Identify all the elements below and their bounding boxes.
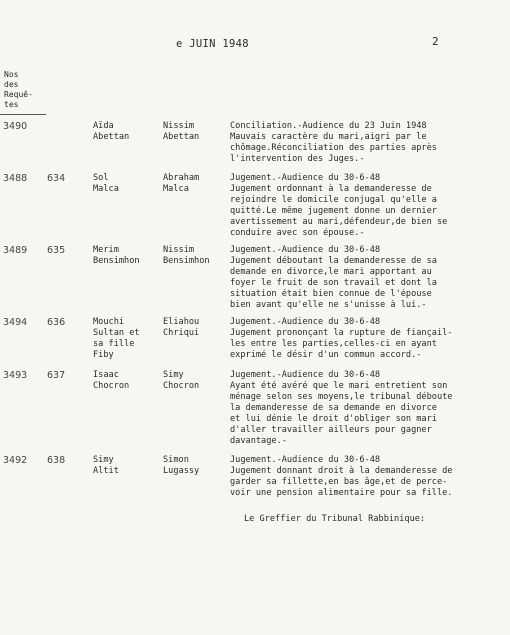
request-number: 3494 bbox=[3, 317, 28, 328]
judgment-number: 637 bbox=[47, 370, 66, 381]
request-number: 3492 bbox=[3, 455, 28, 466]
column-header-line: des bbox=[4, 80, 19, 89]
respondent-name: Simon Lugassy bbox=[163, 455, 200, 476]
case-summary: Jugement.-Audience du 30-6-48 Jugement donnant droit à la demanderesse de garder sa fillette,en bas âge,et de perce- voir une pension alimentaire pour sa fille. bbox=[230, 455, 453, 498]
header-divider bbox=[0, 114, 46, 115]
judgment-number: 636 bbox=[47, 317, 66, 328]
document-date: e JUIN 1948 bbox=[176, 38, 249, 50]
request-number: 3490 bbox=[3, 121, 28, 132]
case-summary: Jugement.-Audience du 30-6-48 Jugement prononçant la rupture de fiançail- les entre les parties,celles-ci en ayant exprimé le désir d'un commun accord.- bbox=[230, 317, 453, 360]
petitioner-name: Aïda Abettan bbox=[93, 121, 130, 142]
petitioner-name: Simy Altit bbox=[93, 455, 119, 476]
column-header-line: Nos bbox=[4, 70, 19, 79]
respondent-name: Simy Chocron bbox=[163, 370, 200, 391]
request-number-column-header bbox=[4, 70, 33, 110]
column-header-line: Requê- bbox=[4, 90, 33, 99]
petitioner-name: Merim Bensimhon bbox=[93, 245, 140, 266]
judgment-number: 635 bbox=[47, 245, 66, 256]
case-summary: Jugement.-Audience du 30-6-48 Ayant été avéré que le mari entretient son ménage selon ses moyens,le tribunal déboute la demanderesse de sa demande en divorce et lui dénie le droit d'obliger son mari d'aller travailler ailleurs pour gagner davantage.- bbox=[230, 370, 453, 446]
respondent-name: Abraham Malca bbox=[163, 173, 200, 194]
petitioner-name: Sol Malca bbox=[93, 173, 119, 194]
respondent-name: Nissim Bensimhon bbox=[163, 245, 210, 266]
petitioner-name: Isaac Chocron bbox=[93, 370, 130, 391]
case-summary: Conciliation.-Audience du 23 Juin 1948 Mauvais caractère du mari,aigri par le chômage.Réconciliation des parties après l'intervention des Juges.- bbox=[230, 121, 437, 164]
respondent-name: Nissim Abettan bbox=[163, 121, 200, 142]
case-summary: Jugement.-Audience du 30-6-48 Jugement déboutant la demanderesse de sa demande en divorce,le mari apportant au foyer le fruit de son travail et dont la situation était bien connue de l'épouse bien avant qu'elle ne s'unisse à lui.- bbox=[230, 245, 437, 310]
case-summary: Jugement.-Audience du 30-6-48 Jugement ordonnant à la demanderesse de rejoindre le domicile conjugal qu'elle a quitté.Le même jugement donne un dernier avertissement au mari,défendeur,de bien se conduire avec son épouse.- bbox=[230, 173, 448, 238]
request-number: 3488 bbox=[3, 173, 28, 184]
column-header-line: tes bbox=[4, 100, 19, 109]
petitioner-name: Mouchi Sultan et sa fille Fiby bbox=[93, 317, 140, 360]
respondent-name: Eliahou Chriqui bbox=[163, 317, 200, 338]
page-number: 2 bbox=[432, 35, 439, 48]
judgment-number: 634 bbox=[47, 173, 66, 184]
request-number: 3489 bbox=[3, 245, 28, 256]
clerk-signature-line: Le Greffier du Tribunal Rabbinique: bbox=[244, 514, 426, 524]
judgment-number: 638 bbox=[47, 455, 66, 466]
request-number: 3493 bbox=[3, 370, 28, 381]
